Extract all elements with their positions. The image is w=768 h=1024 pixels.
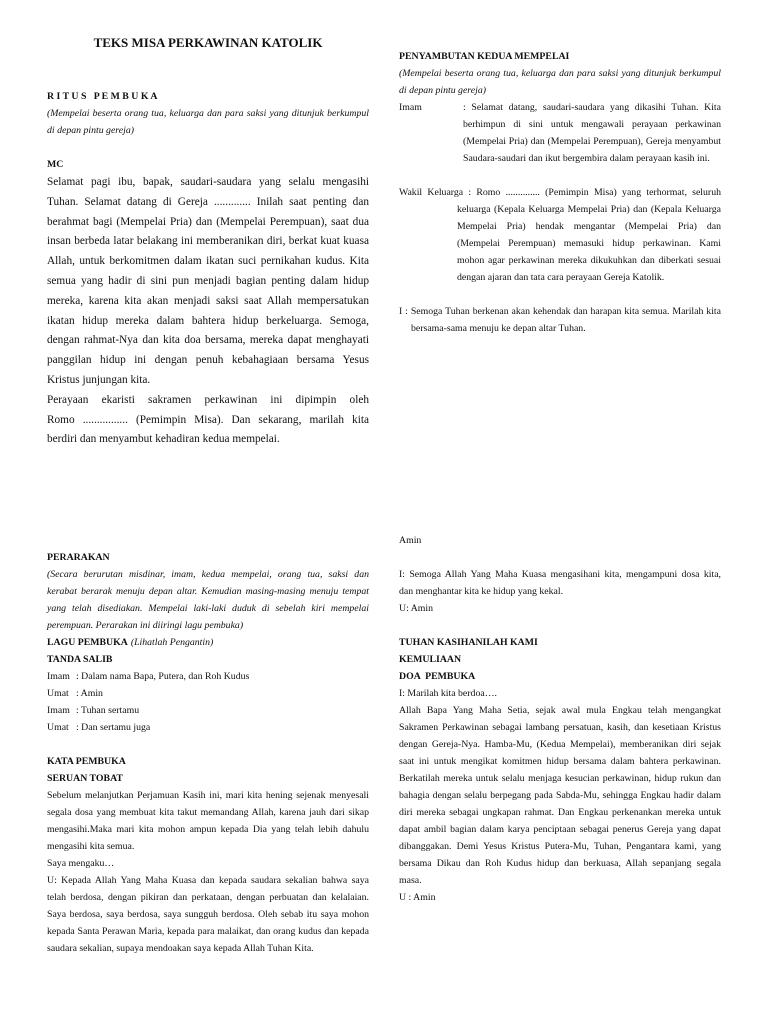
perarakan-note-line: yang telah disediakan. Mempelai laki-laki duduk di sebelah kiri mempelai bbox=[47, 603, 369, 614]
prayer-line: masa. bbox=[399, 875, 422, 886]
doa-section bbox=[399, 532, 721, 906]
spacer bbox=[47, 736, 369, 753]
dialog-text: : Amin bbox=[76, 688, 103, 699]
perarakan-note-line: perempuan. Perarakan ini diiringi lagu pembuka) bbox=[47, 620, 244, 631]
seruan-tobat-line: Sebelum melanjutkan Perjamuan Kasih ini, mari kita hening sejenak menyesali bbox=[47, 790, 369, 801]
dialog-role: Umat bbox=[47, 688, 69, 699]
kemuliaan-heading: KEMULIAAN bbox=[399, 654, 462, 665]
mc-text-line: berahmat bagi (Mempelai Pria) dan (Mempelai Perempuan), saat dua bbox=[47, 215, 369, 228]
perarakan-note-line: kerabat berarak menuju depan altar. Kemudian masing-masing menuju tempat bbox=[47, 586, 369, 597]
confession-line: U: Kepada Allah Yang Maha Kuasa dan kepada saudara sekalian bahwa saya bbox=[47, 875, 369, 886]
ritus-pembuka-note-line: (Mempelai beserta orang tua, keluarga dan para saksi yang ditunjuk berkumpul bbox=[47, 108, 369, 119]
kata-pembuka-heading: KATA PEMBUKA bbox=[47, 756, 126, 767]
imam-label: Imam bbox=[399, 102, 422, 113]
mc-text-line: insan berbeda latar belakang ini memberanikan diri, berkat kuat kuasa bbox=[47, 235, 369, 248]
wakil-keluarga-line: keluarga (Kepala Keluarga Mempelai Pria) dan (Kepala Keluarga bbox=[457, 204, 721, 215]
penyambutan-note-line: (Mempelai beserta orang tua, keluarga dan para saksi yang ditunjuk berkumpul bbox=[399, 68, 721, 79]
imam-greeting bbox=[399, 99, 721, 167]
penyambutan-note-line: di depan pintu gereja) bbox=[399, 85, 486, 96]
mc-text-line: panggilan hidup ini dengan penuh kebahagiaan bersama Yesus bbox=[47, 354, 369, 367]
spacer bbox=[399, 167, 721, 184]
imam-text-line: (Mempelai Pria) dan (Mempelai Perempuan), Gereja menyambut bbox=[463, 136, 721, 147]
perarakan-note-line: (Secara berurutan misdinar, imam, kedua mempelai, orang tua, saksi dan bbox=[47, 569, 369, 580]
mc-text-line: Tuhan. Selamat datang di Gereja ............. Inilah saat penting dan bbox=[47, 195, 369, 208]
seruan-tobat-line: segala dosa yang membuat kita takut memandang Allah, karena jauh dari sikap bbox=[47, 807, 369, 818]
imam-text-line: : Selamat datang, saudari-saudara yang dikasihi Tuhan. Kita bbox=[463, 102, 721, 113]
prayer-line: dengan Gereja-Nya. Hamba-Mu, (Kedua Mempelai), memberanikan diri sejak bbox=[399, 739, 721, 750]
mc-text-line: ikatan hidup mereka dalam bahtera hidup berkeluarga. Semoga, bbox=[47, 314, 369, 327]
mc-text-line: Romo ................ (Pemimpin Misa). Dan sekarang, marilah kita bbox=[47, 413, 369, 426]
mc-text-line: Perayaan ekaristi sakramen perkawinan ini dipimpin oleh bbox=[47, 393, 369, 406]
prayer-line: saat ini untuk mengikat komitmen hidup bersama dalam bahtera perkawinan. bbox=[399, 756, 721, 767]
dialog-row bbox=[47, 719, 369, 736]
ritus-pembuka-section bbox=[47, 88, 369, 450]
prayer-line: dapat ambil bagian dalam karya penciptaan sebagai penerus Gereja yang dapat bbox=[399, 824, 721, 835]
absolution-line: I: Semoga Allah Yang Maha Kuasa mengasihani kita, mengampuni dosa kita, bbox=[399, 569, 721, 580]
wakil-keluarga-line: dengan ajaran dan tata cara perayaan Gereja Katolik. bbox=[457, 272, 665, 283]
lagu-pembuka-line bbox=[47, 634, 369, 651]
absolution-line: dan menghantar kita ke hidup yang kekal. bbox=[399, 586, 564, 597]
prayer-line: diri mereka sebagai ungkapan rahmat. Dan Engkau perkenankan mereka untuk bbox=[399, 807, 721, 818]
lagu-pembuka-song: (Lihatlah Pengantin) bbox=[130, 637, 214, 648]
mc-paragraph bbox=[47, 173, 369, 450]
seruan-tobat-line: mengasihi.Maka mari kita mohon ampun kepada Dia yang telah lebih dahulu bbox=[47, 824, 369, 835]
imam-closing-line: bersama-sama menuju ke depan altar Tuhan. bbox=[411, 323, 586, 334]
dialog-text: : Dalam nama Bapa, Putera, dan Roh Kudus bbox=[76, 671, 250, 682]
ritus-pembuka-heading: R I T U S P E M B U K A bbox=[47, 91, 158, 102]
imam-closing-paragraph bbox=[399, 303, 721, 337]
penyambutan-section bbox=[399, 48, 721, 337]
prayer-line: Berkatilah mereka untuk selalu menjaga kesucian perkawinan, hidup rukun dan bbox=[399, 773, 721, 784]
confession-line: telah berdosa, dengan pikiran dan perkataan, dengan perbuatan dan kelalaian. bbox=[47, 892, 369, 903]
dialog-row bbox=[47, 685, 369, 702]
mc-text-line: semua yang hadir di sini pun menjadi bagian penting dalam hidup bbox=[47, 274, 369, 287]
ritus-pembuka-note-line: di depan pintu gereja) bbox=[47, 125, 134, 136]
mc-text-line: Selamat pagi ibu, bapak, saudari-saudara yang selalu mengasihi bbox=[47, 176, 369, 188]
seruan-tobat-heading: SERUAN TOBAT bbox=[47, 773, 123, 784]
mc-text-line: berdiri dan menyambut kehadiran kedua mempelai. bbox=[47, 433, 280, 446]
imam-greeting-text bbox=[463, 99, 721, 167]
dialog-row bbox=[47, 702, 369, 719]
mc-text-line: dengan rahmat-Nya dan kita doa bersama, mereka dapat menghayati bbox=[47, 334, 369, 347]
closing-amin-line: U : Amin bbox=[399, 892, 436, 903]
spacer bbox=[399, 617, 721, 634]
prayer-line: dibanggakan. Demi Yesus Kristus Putera-Mu, Tuhan, Pengantara kami, yang bbox=[399, 841, 721, 852]
wakil-keluarga-line: Mempelai Pria) hendak mengantar (Mempelai Pria) dan bbox=[457, 221, 721, 232]
amin-line: Amin bbox=[399, 535, 422, 546]
prayer-invitation: I: Marilah kita berdoa…. bbox=[399, 688, 497, 699]
perarakan-section bbox=[47, 549, 369, 957]
wakil-keluarga-line: (Mempelai Perempuan) memasuki hidup perkawinan. Kami bbox=[457, 238, 721, 249]
dialog-role: Imam bbox=[47, 671, 70, 682]
prayer-line: bersama Dikau dan Roh Kudus hidup dan berkuasa, Allah sepanjang segala bbox=[399, 858, 721, 869]
lagu-pembuka-label: LAGU PEMBUKA bbox=[47, 637, 128, 648]
wakil-keluarga-paragraph bbox=[399, 184, 721, 286]
wakil-keluarga-line: Wakil Keluarga : Romo .............. (Pemimpin Misa) yang terhormat, seluruh bbox=[399, 187, 721, 198]
tuhan-kasihanilah-heading: TUHAN KASIHANILAH KAMI bbox=[399, 637, 538, 648]
prayer-line: Sakramen Perkawinan sebagai lambang persatuan, kasih, dan kesetiaan Kristus bbox=[399, 722, 721, 733]
prayer-line: Allah Bapa Yang Maha Setia, sejak awal mula Engkau telah mengangkat bbox=[399, 705, 721, 716]
dialog-role: Umat bbox=[47, 722, 69, 733]
confession-line: Saya berdosa, saya berdosa, saya sungguh berdosa. Oleh sebab itu saya mohon bbox=[47, 909, 369, 920]
mc-text-line: Kristus junjungan kita. bbox=[47, 373, 151, 386]
tanda-salib-heading: TANDA SALIB bbox=[47, 654, 113, 665]
seruan-tobat-line: mengasihi kita semua. bbox=[47, 841, 135, 852]
umat-amin-line: U: Amin bbox=[399, 603, 434, 614]
spacer bbox=[399, 549, 721, 566]
mc-text-line: Allah, untuk berkomitmen dalam ikatan suci pernikahan kudus. Kita bbox=[47, 255, 369, 268]
dialog-text: : Dan sertamu juga bbox=[76, 722, 151, 733]
spacer bbox=[47, 139, 369, 156]
confession-line: kepada Santa Perawan Maria, kepada para malaikat, dan orang kudus dan kepada bbox=[47, 926, 369, 937]
dialog-row bbox=[47, 668, 369, 685]
mc-text-line: mereka, karena kita akan menjadi saksi saat Allah mempersatukan bbox=[47, 294, 369, 307]
document-title: TEKS MISA PERKAWINAN KATOLIK bbox=[93, 35, 323, 50]
imam-text-line: Saudara-saudari dan ikut bergembira dalam perayaan kasih ini. bbox=[463, 153, 710, 164]
wakil-keluarga-line: mohon agar perkawinan mereka dikukuhkan dan diberkati sesuai bbox=[457, 255, 721, 266]
imam-closing-line: I : Semoga Tuhan berkenan akan kehendak dan harapan kita semua. Marilah kita bbox=[399, 306, 721, 317]
imam-text-line: berhimpun di sini untuk mengawali perayaan perkawinan bbox=[463, 119, 721, 130]
prayer-line: bahagia dengan selalu berpegang pada Sabda-Mu, sehingga Engkau hadir dalam bbox=[399, 790, 721, 801]
spacer bbox=[399, 286, 721, 303]
mc-label: MC bbox=[47, 159, 64, 170]
dialog-text: : Tuhan sertamu bbox=[76, 705, 140, 716]
doa-pembuka-heading: DOA PEMBUKA bbox=[399, 671, 476, 682]
saya-mengaku-line: Saya mengaku… bbox=[47, 858, 115, 869]
perarakan-heading: PERARAKAN bbox=[47, 552, 110, 563]
penyambutan-heading: PENYAMBUTAN KEDUA MEMPELAI bbox=[399, 51, 570, 62]
confession-line: saudara sekalian, supaya mendoakan saya kepada Allah Tuhan Kita. bbox=[47, 943, 314, 954]
dialog-role: Imam bbox=[47, 705, 70, 716]
